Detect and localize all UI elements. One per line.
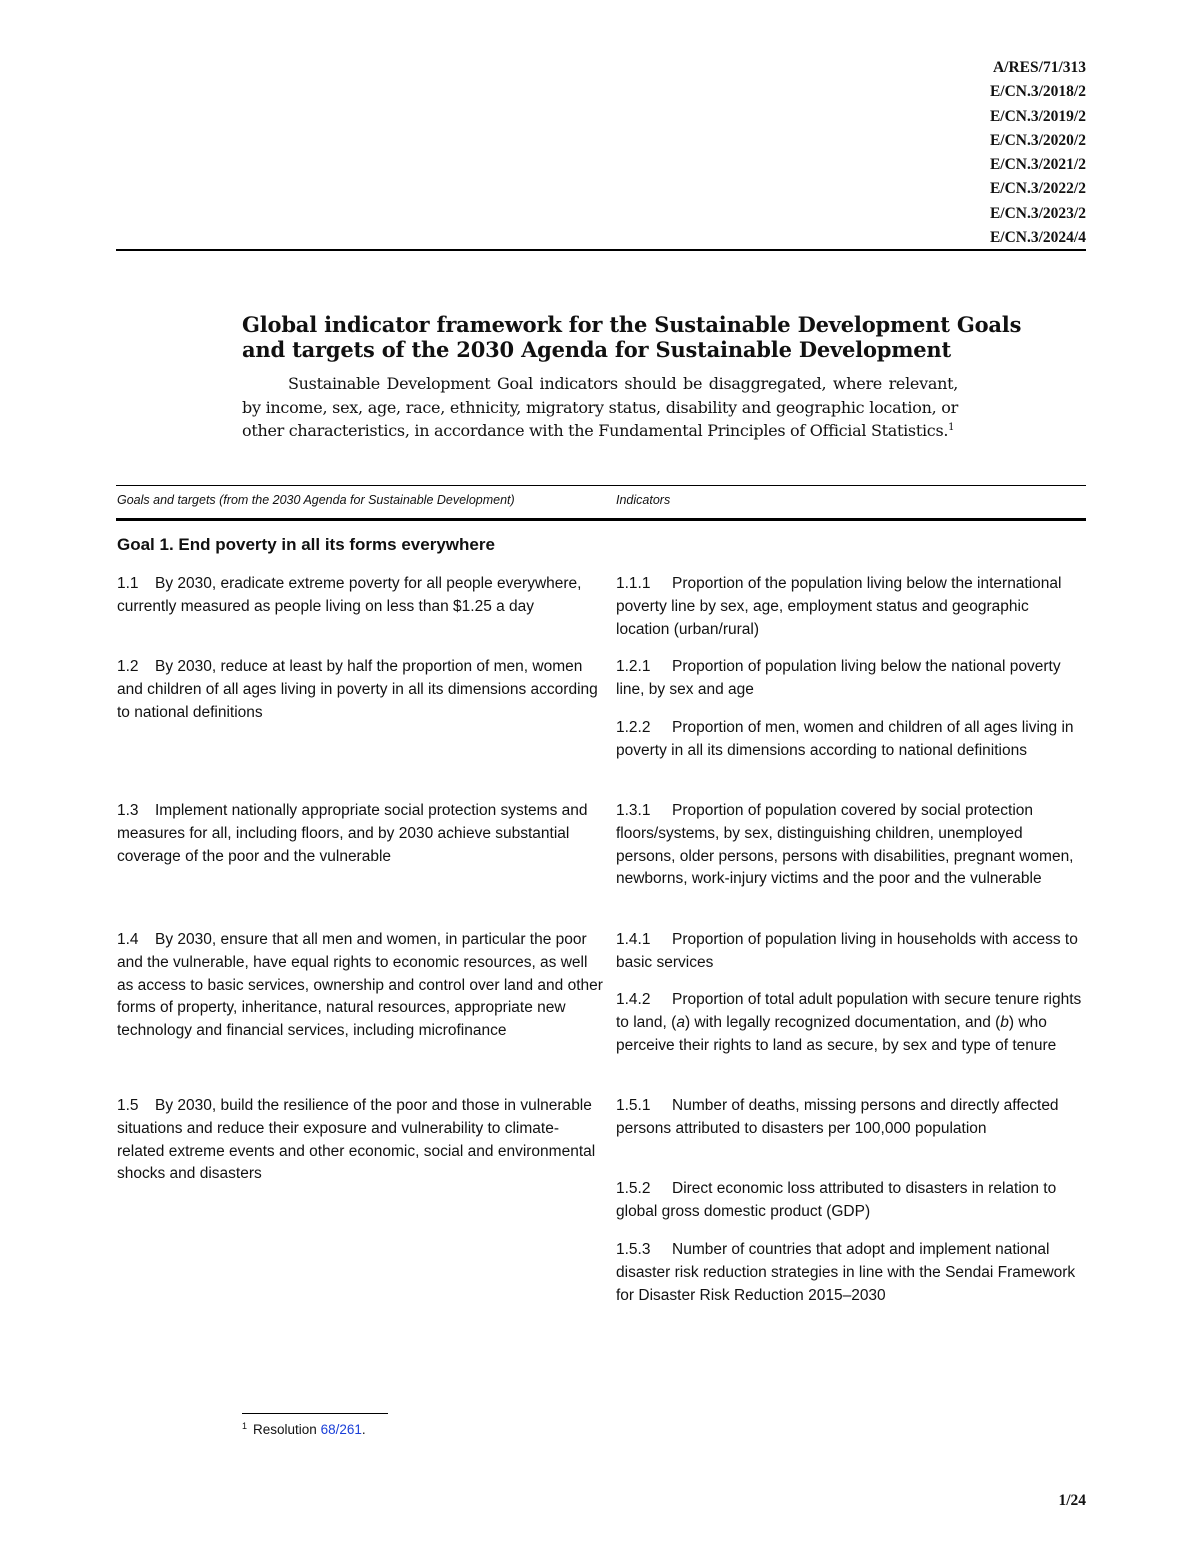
indicator-row	[616, 1239, 1086, 1307]
target-number: 1.2	[117, 658, 139, 675]
target-row	[117, 573, 603, 619]
indicator-number: 1.2.1	[616, 658, 651, 675]
indicator-text: Proportion of the population living below the international poverty line by sex, age, employment status and geographic location (urban/rural)	[616, 575, 1062, 638]
title-line-2: and targets of the 2030 Agenda for Sustainable Development	[242, 337, 951, 362]
target-text: Implement nationally appropriate social protection systems and measures for all, including floors, and by 2030 achieve substantial coverage of the poor and the vulnerable	[117, 802, 588, 865]
target-number: 1.1	[117, 575, 139, 592]
indicator-number: 1.5.2	[616, 1180, 651, 1197]
indicator-number: 1.5.1	[616, 1097, 651, 1114]
symbol-line: E/CN.3/2019/2	[989, 107, 1086, 125]
indicator-number: 1.4.1	[616, 931, 651, 948]
symbol-line: E/CN.3/2020/2	[989, 131, 1086, 149]
target-text: By 2030, ensure that all men and women, in particular the poor and the vulnerable, have equal rights to economic resources, as well as access to basic services, ownership and control over land and other forms of property, inheritance, natural resources, appropriate new technology and financial services, including microfinance	[117, 931, 603, 1040]
indicator-row	[616, 1178, 1086, 1224]
footnote-suffix: .	[361, 1422, 366, 1437]
indicator-text: Proportion of population covered by social protection floors/systems, by sex, distinguishing children, unemployed persons, older persons, persons with disabilities, pregnant women, newborns, work-injury victims and the poor and the vulnerable	[616, 802, 1074, 888]
symbol-line: E/CN.3/2021/2	[989, 156, 1086, 174]
target-row	[117, 800, 603, 868]
indicator-row	[616, 989, 1086, 1057]
symbol-line: E/CN.3/2018/2	[989, 83, 1086, 101]
indicator-row	[616, 929, 1086, 975]
indicator-number: 1.5.3	[616, 1241, 651, 1258]
resolution-link[interactable]: 68/261	[320, 1422, 362, 1437]
indicator-text: Direct economic loss attributed to disasters in relation to global gross domestic product (GDP)	[616, 1180, 1057, 1220]
target-number: 1.3	[117, 802, 139, 819]
symbol-line: E/CN.3/2023/2	[989, 204, 1086, 222]
indicator-text: Proportion of population living below the national poverty line, by sex and age	[616, 658, 1061, 698]
document-symbols	[990, 56, 1086, 250]
indicator-number: 1.1.1	[616, 575, 651, 592]
indicator-text-part: Proportion of total adult population with secure tenure rights to land, (	[616, 991, 1082, 1031]
indicator-row	[616, 717, 1086, 763]
indicator-row	[616, 800, 1086, 891]
indicator-text-part: ) with legally recognized documentation, and (	[684, 1013, 1001, 1031]
column-header-indicators: Indicators	[616, 493, 671, 507]
symbol-line: A/RES/71/313	[992, 59, 1086, 76]
goal-heading: Goal 1. End poverty in all its forms everywhere	[117, 535, 495, 554]
target-text: By 2030, build the resilience of the poor and those in vulnerable situations and reduce their exposure and vulnerability to climate-related extreme events and other economic, social and environmental shocks and disasters	[117, 1097, 596, 1183]
footnote-number: 1	[242, 1421, 248, 1431]
indicator-number: 1.4.2	[616, 991, 651, 1008]
footnote-reference[interactable]: 1	[948, 422, 955, 433]
footnote-divider	[242, 1413, 388, 1414]
symbol-line: E/CN.3/2022/2	[989, 180, 1086, 198]
page-title	[242, 312, 1022, 362]
page-number: 1/24	[1058, 1492, 1086, 1509]
intro-paragraph	[242, 372, 958, 443]
indicator-text: Proportion of men, women and children of all ages living in poverty in all its dimensions according to national definitions	[616, 719, 1074, 759]
indicator-number: 1.3.1	[616, 802, 651, 819]
target-text: By 2030, reduce at least by half the proportion of men, women and children of all ages living in poverty in all its dimensions according to national definitions	[117, 658, 598, 721]
indicator-row	[616, 656, 1086, 702]
indicator-number: 1.2.2	[616, 719, 651, 736]
indicator-text-part: b	[1000, 1013, 1009, 1031]
target-number: 1.5	[117, 1097, 139, 1114]
indicator-text-part: a	[676, 1013, 685, 1031]
target-number: 1.4	[117, 931, 139, 948]
indicator-text: Proportion of population living in households with access to basic services	[616, 931, 1078, 971]
table-header-rule	[116, 518, 1086, 521]
footnote	[242, 1422, 366, 1437]
footnote-prefix: Resolution	[253, 1422, 317, 1437]
indicator-text: Number of countries that adopt and implement national disaster risk reduction strategies in line with the Sendai Framework for Disaster Risk Reduction 2015–2030	[616, 1241, 1076, 1304]
intro-text: Sustainable Development Goal indicators should be disaggregated, where relevant, by income, sex, age, race, ethnicity, migratory status, disability and geographic location, or other characteristics, in accordance with the Fundamental Principles of Official Statistics.	[242, 374, 958, 440]
target-row	[117, 656, 603, 724]
header-divider	[116, 249, 1086, 251]
target-text: By 2030, eradicate extreme poverty for all people everywhere, currently measured as people living on less than $1.25 a day	[117, 575, 582, 615]
symbol-line: E/CN.3/2024/4	[989, 229, 1086, 247]
target-row	[117, 1095, 603, 1186]
table-top-rule	[116, 485, 1086, 486]
target-row	[117, 929, 603, 1043]
column-header-targets: Goals and targets (from the 2030 Agenda for Sustainable Development)	[117, 493, 515, 507]
title-line-1: Global indicator framework for the Sustainable Development Goals	[242, 312, 1022, 337]
indicator-text-part: ) who perceive their rights to land as secure, by sex and type of tenure	[616, 1013, 1057, 1054]
indicator-row	[616, 573, 1086, 641]
indicator-text: Number of deaths, missing persons and directly affected persons attributed to disasters per 100,000 population	[616, 1097, 1059, 1137]
indicator-row	[616, 1095, 1086, 1141]
